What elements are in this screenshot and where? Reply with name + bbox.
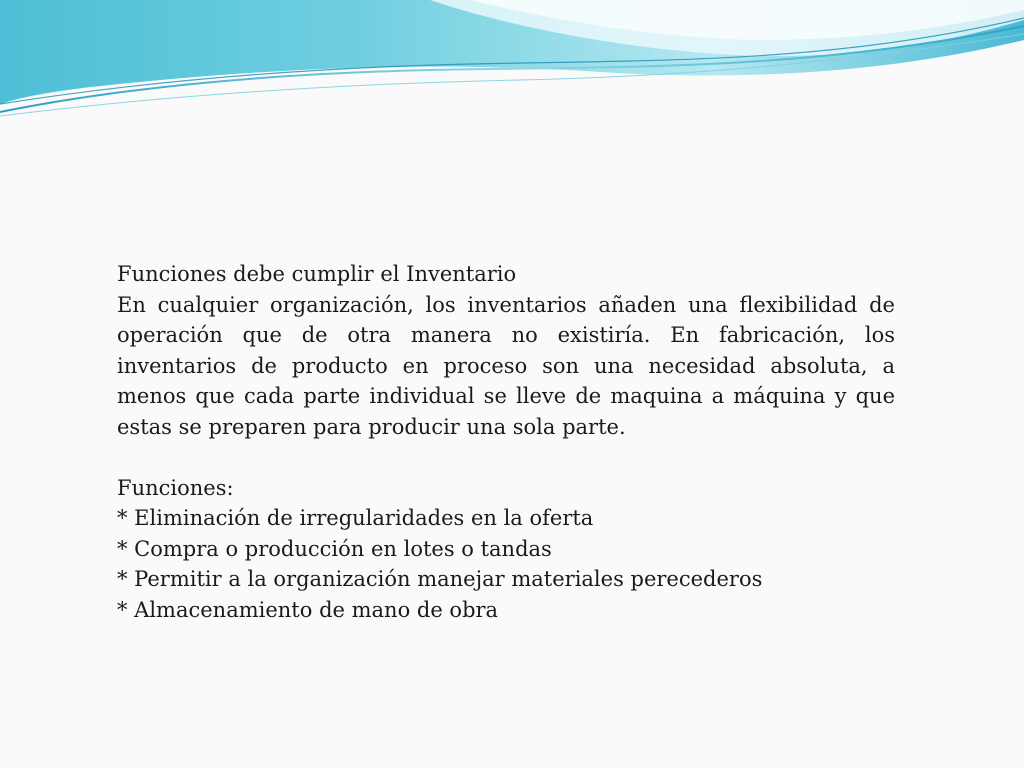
wave-header-decoration [0, 0, 1024, 130]
slide-title: Funciones debe cumplir el Inventario [117, 262, 517, 286]
list-item: * Almacenamiento de mano de obra [117, 597, 499, 622]
functions-heading: Funciones: [117, 475, 234, 500]
list-item: * Compra o producción en lotes o tandas [117, 536, 552, 561]
slide-paragraph: En cualquier organización, los inventarios añaden una flexibilidad de operación que de otra manera no existiría. En fabricación, los inventarios de producto en proceso son una necesidad absoluta, a menos que cada parte individual se lleve de maquina a máquina y que estas se preparen para producir una sola parte. [117, 292, 895, 439]
slide-content [117, 259, 895, 625]
list-item: * Eliminación de irregularidades en la oferta [117, 506, 594, 530]
list-item: * Permitir a la organización manejar materiales perecederos [117, 567, 763, 591]
spacer [117, 442, 895, 473]
functions-list [117, 503, 895, 625]
